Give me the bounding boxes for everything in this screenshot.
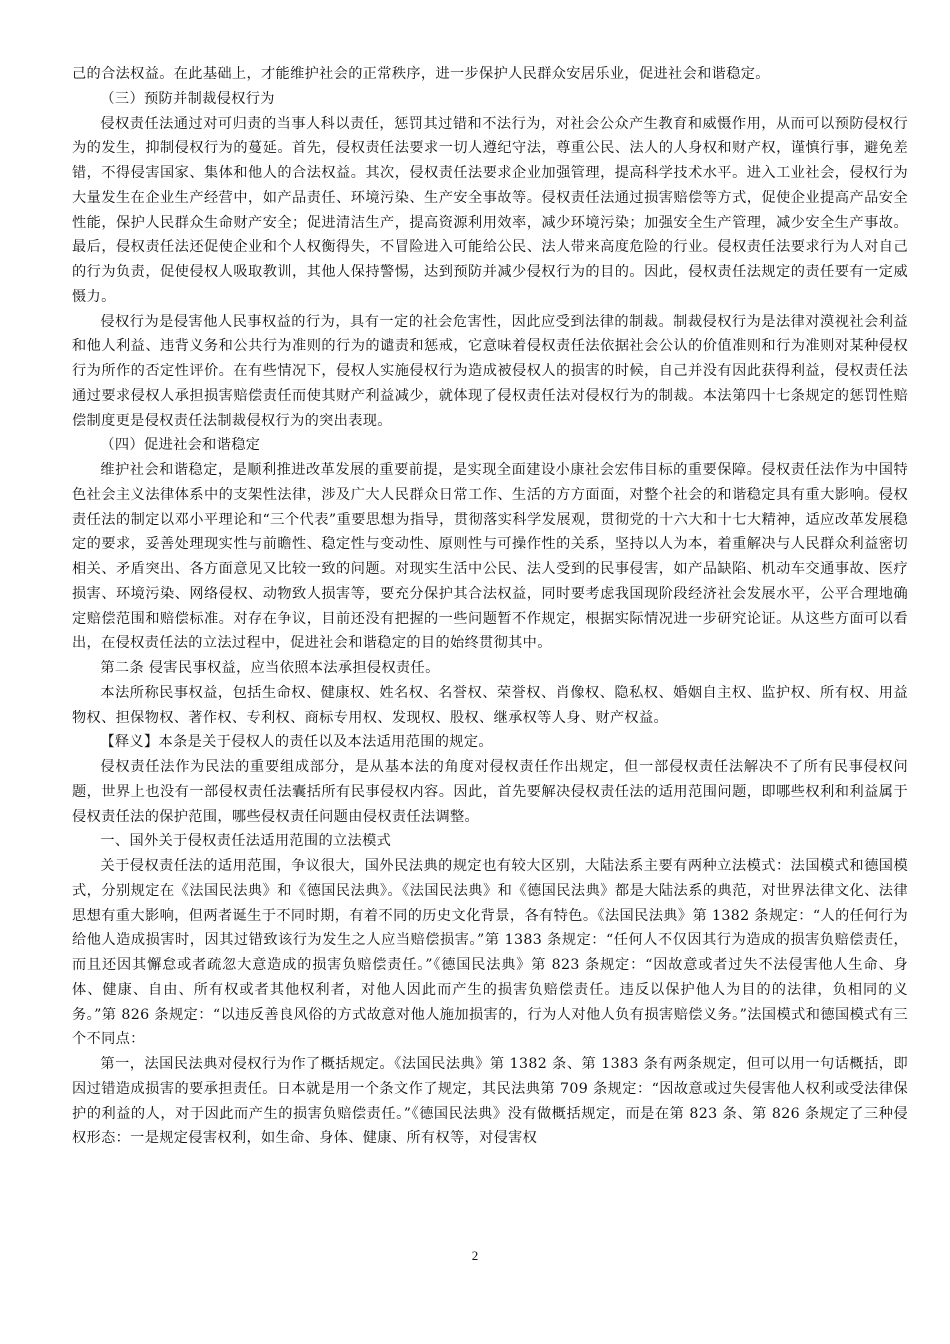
paragraph-continuation: 己的合法权益。在此基础上，才能维护社会的正常秩序，进一步保护人民群众安居乐业，促进社会和谐稳定。 — [72, 66, 770, 82]
paragraph: 侵权责任法作为民法的重要组成部分，是从基本法的角度对侵权责任作出规定，但一部侵权责任法解决不了所有民事侵权问题，世界上也没有一部侵权责任法囊括所有民事侵权内容。因此，首先要解决侵权责任法的适用范围问题，即哪些权利和利益属于侵权责任法的保护范围，哪些侵权责任问题由侵权责任法调整。 — [72, 759, 908, 825]
section-heading-3: （三）预防并制裁侵权行为 — [100, 90, 275, 107]
paragraph: 关于侵权责任法的适用范围，争议很大，国外民法典的规定也有较大区别，大陆法系主要有两种立法模式：法国模式和德国模式，分别规定在《法国民法典》和《德国民法典》。《法国民法典》和《德国民法典》都是大陆法系的典范，对世界法律文化、法律思想有重大影响，但两者诞生于不同时期，有着不同的历史文化背景，各有特色。《法国民法典》第 1382 条规定：“人的任何行为给他人造成损害时，因其过错致该行为发生之人应当赔偿损害。”第 1383 条规定：“任何人不仅因其行为造成的损害负赔偿责任，而且还因其懈怠或者疏忽大意造成的损害负赔偿责任。”《德国民法典》第 823 条规定：“因故意或者过失不法侵害他人生命、身体、健康、自由、所有权或者其他权利者，对他人因此而产生的损害负赔偿责任。违反以保护他人为目的的法律，负相同的义务。”第 826 条规定：“以违反善良风俗的方式故意对他人施加损害的，行为人对他人负有损害赔偿义务。”法国模式和德国模式有三个不同点： — [72, 858, 908, 1048]
page-number: 2 — [471, 1248, 479, 1263]
paragraph: 侵权行为是侵害他人民事权益的行为，具有一定的社会危害性，因此应受到法律的制裁。制裁侵权行为是法律对漠视社会利益和他人利益、违背义务和公共行为准则的行为的谴责和惩戒，它意味着侵权责任法依据社会公认的价值准则和行为准则对某种侵权行为所作的否定性评价。在有些情况下，侵权人实施侵权行为造成被侵权人的损害的时候，自己并没有因此获得利益，侵权责任法通过要求侵权人承担损害赔偿责任而使其财产利益减少，就体现了侵权责任法对侵权行为的制裁。本法第四十七条规定的惩罚性赔偿制度更是侵权责任法制裁侵权行为的突出表现。 — [72, 313, 908, 429]
paragraph: 维护社会和谐稳定，是顺利推进改革发展的重要前提，是实现全面建设小康社会宏伟目标的重要保障。侵权责任法作为中国特色社会主义法律体系中的支架性法律，涉及广大人民群众日常工作、生活的方方面面，对整个社会的和谐稳定具有重大影响。侵权责任法的制定以邓小平理论和“三个代表”重要思想为指导，贯彻落实科学发展观，贯彻党的十六大和十七大精神，适应改革发展稳定的要求，妥善处理现实性与前瞻性、稳定性与变动性、原则性与可操作性的关系，坚持以人为本，着重解决与人民群众利益密切相关、矛盾突出、各方面意见又比较一致的问题。对现实生活中公民、法人受到的民事侵害，如产品缺陷、机动车交通事故、医疗损害、环境污染、网络侵权、动物致人损害等，要充分保护其合法权益，同时要考虑我国现阶段经济社会发展水平，公平合理地确定赔偿范围和赔偿标准。对存在争议，目前还没有把握的一些问题暂不作规定，根据实际情况进一步研究论证。从这些方面可以看出，在侵权责任法的立法过程中，促进社会和谐稳定的目的始终贯彻其中。 — [72, 462, 908, 652]
document-body — [72, 62, 908, 1151]
article-2-body: 本法所称民事权益，包括生命权、健康权、姓名权、名誉权、荣誉权、肖像权、隐私权、婚姻自主权、监护权、所有权、用益物权、担保物权、著作权、专利权、商标专用权、发现权、股权、继承权等人身、财产权益。 — [72, 684, 908, 726]
section-heading-4: （四）促进社会和谐稳定 — [100, 437, 261, 454]
article-2-title: 第二条 侵害民事权益，应当依照本法承担侵权责任。 — [100, 660, 440, 676]
paragraph: 侵权责任法通过对可归责的当事人科以责任，惩罚其过错和不法行为，对社会公众产生教育和威慑作用，从而可以预防侵权行为的发生，抑制侵权行为的蔓延。首先，侵权责任法要求一切人遵纪守法，尊重公民、法人的人身权和财产权，谨慎行事，避免差错，不得侵害国家、集体和他人的合法权益。其次，侵权责任法要求企业加强管理，提高科学技术水平。进入工业社会，侵权行为大量发生在企业生产经营中，如产品责任、环境污染、生产安全事故等。侵权责任法通过损害赔偿等方式，促使企业提高产品安全性能，保护人民群众生命财产安全；促进清洁生产，提高资源利用效率，减少环境污染；加强安全生产管理，减少安全生产事故。最后，侵权责任法还促使企业和个人权衡得失，不冒险进入可能给公民、法人带来高度危险的行业。侵权责任法要求行为人对自己的行为负责，促使侵权人吸取教训，其他人保持警惕，达到预防并减少侵权行为的目的。因此，侵权责任法规定的责任要有一定威慑力。 — [72, 115, 908, 305]
section-heading-foreign-models: 一、国外关于侵权责任法适用范围的立法模式 — [100, 833, 392, 850]
interpretation-heading: 【释义】本条是关于侵权人的责任以及本法适用范围的规定。 — [100, 734, 493, 751]
paragraph: 第一，法国民法典对侵权行为作了概括规定。《法国民法典》第 1382 条、第 1383 条有两条规定，但可以用一句话概括，即因过错造成损害的要承担责任。日本就是用一个条文作了规定，其民法典第 709 条规定：“因故意或过失侵害他人权利或受法律保护的利益的人，对于因此而产生的损害负赔偿责任。”《德国民法典》没有做概括规定，而是在第 823 条、第 826 条规定了三种侵权形态：一是规定侵害权利，如生命、身体、健康、所有权等，对侵害权 — [72, 1056, 908, 1147]
